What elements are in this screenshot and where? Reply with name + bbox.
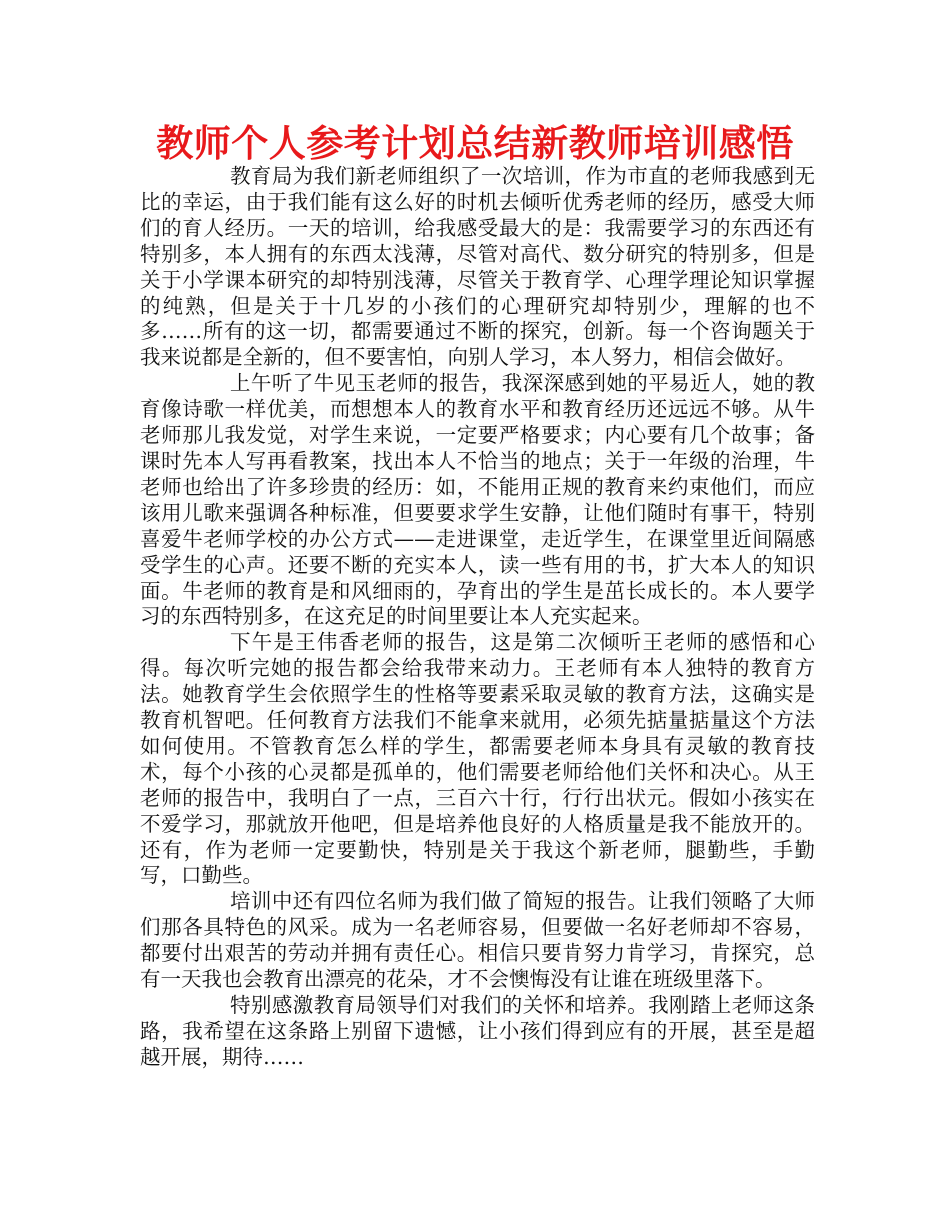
- paragraph-3: 下午是王伟香老师的报告，这是第二次倾听王老师的感悟和心得。每次听完她的报告都会给我带来动力。王老师有本人独特的教育方法。她教育学生会依照学生的性格等要素采取灵敏的教育方法，这确实是教育机智吧。任何教育方法我们不能拿来就用，必须先掂量掂量这个方法如何使用。不管教育怎么样的学生，都需要老师本身具有灵敏的教育技术，每个小孩的心灵都是孤单的，他们需要老师给他们关怀和决心。从王老师的报告中，我明白了一点，三百六十行，行行出状元。假如小孩实在不爱学习，那就放开他吧，但是培养他良好的人格质量是我不能放开的。还有，作为老师一定要勤快，特别是关于我这个新老师，腿勤些，手勤写，口勤些。: [140, 630, 815, 888]
- document-body: [140, 164, 815, 1071]
- page-title: 教师个人参考计划总结新教师培训感悟: [156, 122, 794, 165]
- paragraph-1: 教育局为我们新老师组织了一次培训，作为市直的老师我感到无比的幸运，由于我们能有这么好的时机去倾听优秀老师的经历，感受大师们的育人经历。一天的培训，给我感受最大的是：我需要学习的东西还有特别多，本人拥有的东西太浅薄，尽管对高代、数分研究的特别多，但是关于小学课本研究的却特别浅薄，尽管关于教育学、心理学理论知识掌握的纯熟，但是关于十几岁的小孩们的心理研究却特别少，理解的也不多……所有的这一切，都需要通过不断的探究，创新。每一个咨询题关于我来说都是全新的，但不要害怕，向别人学习，本人努力，相信会做好。: [140, 164, 815, 370]
- paragraph-4: 培训中还有四位名师为我们做了简短的报告。让我们领略了大师们那各具特色的风采。成为一名老师容易，但要做一名好老师却不容易，都要付出艰苦的劳动并拥有责任心。相信只要肯努力肯学习，肯探究，总有一天我也会教育出漂亮的花朵，才不会懊悔没有让谁在班级里落下。: [140, 889, 815, 992]
- paragraph-2: 上午听了牛见玉老师的报告，我深深感到她的平易近人，她的教育像诗歌一样优美，而想想本人的教育水平和教育经历还远远不够。从牛老师那儿我发觉，对学生来说，一定要严格要求；内心要有几个故事；备课时先本人写再看教案，找出本人不恰当的地点；关于一年级的治理，牛老师也给出了许多珍贵的经历：如，不能用正规的教育来约束他们，而应该用儿歌来强调各种标准，但要要求学生安静，让他们随时有事干，特别喜爱牛老师学校的办公方式——走进课堂，走近学生，在课堂里近间隔感受学生的心声。还要不断的充实本人，读一些有用的书，扩大本人的知识面。牛老师的教育是和风细雨的，孕育出的学生是茁长成长的。本人要学习的东西特别多，在这充足的时间里要让本人充实起来。: [140, 371, 815, 629]
- paragraph-5: 特别感激教育局领导们对我们的关怀和培养。我刚踏上老师这条路，我希望在这条路上别留下遗憾，让小孩们得到应有的开展，甚至是超越开展，期待……: [140, 993, 815, 1069]
